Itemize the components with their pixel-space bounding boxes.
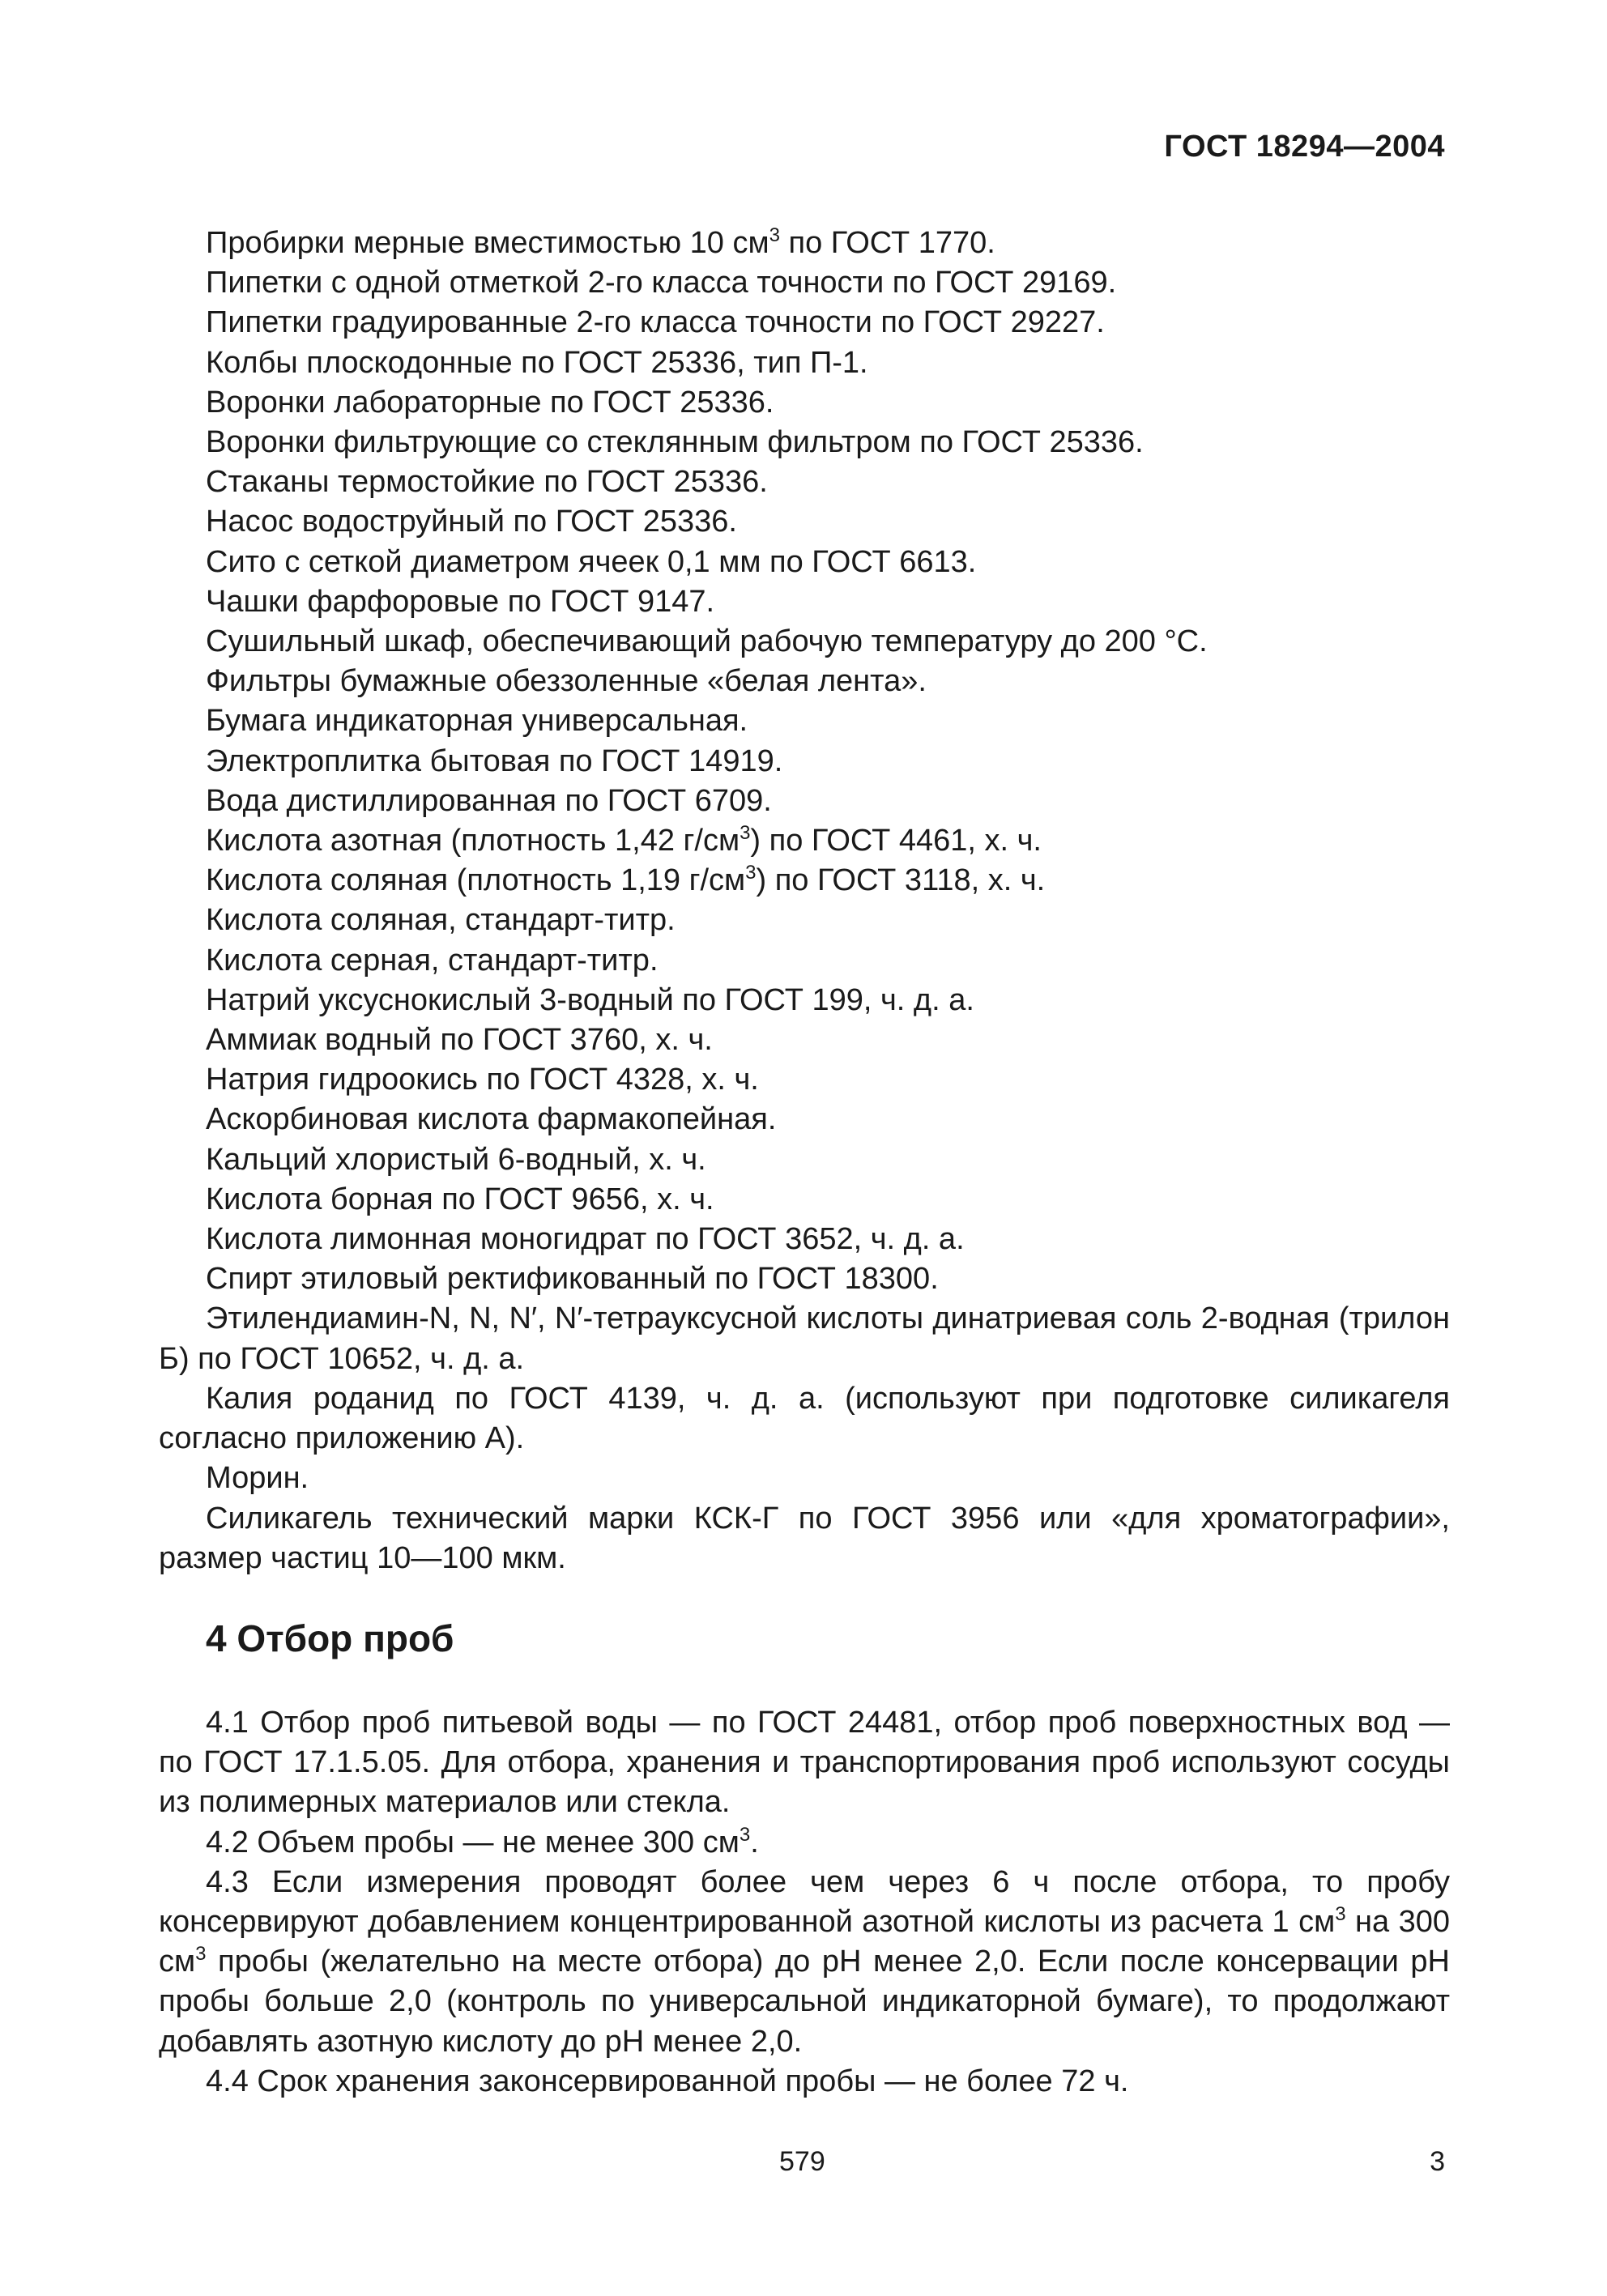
text-run: 4.4 Срок хранения законсервированной пробы — не более 72 ч. [206, 2064, 1129, 2098]
list-item [159, 821, 1450, 861]
text-run: 4.1 Отбор проб питьевой воды — по ГОСТ 24481, отбор проб поверхностных вод — по ГОСТ 17.1.5.05. Для отбора, хранения и транспортирования проб используют сосуды из полимерных материалов или стекла. [159, 1705, 1450, 1820]
list-item [159, 1299, 1450, 1378]
text-run: Аскорбиновая кислота фармакопейная. [206, 1102, 777, 1137]
superscript: 3 [739, 1823, 751, 1846]
list-item [159, 224, 1450, 263]
list-item [159, 1060, 1450, 1100]
superscript: 3 [1335, 1902, 1346, 1925]
text-run: . [750, 1825, 759, 1859]
text-run: Кислота серная, стандарт-титр. [206, 943, 659, 978]
section-4-title: 4 Отбор проб [206, 1617, 454, 1659]
list-item [159, 582, 1450, 622]
text-run: Кальций хлористый 6-водный, х. ч. [206, 1142, 706, 1177]
list-item [159, 782, 1450, 821]
list-item [159, 1020, 1450, 1060]
text-run: Бумага индикаторная универсальная. [206, 704, 748, 739]
list-item [159, 662, 1450, 701]
superscript: 3 [740, 822, 751, 845]
text-run: Электроплитка бытовая по ГОСТ 14919. [206, 743, 783, 778]
text-run: Вода дистиллированная по ГОСТ 6709. [206, 783, 772, 818]
text-run: Воронки лабораторные по ГОСТ 25336. [206, 385, 774, 420]
superscript: 3 [195, 1943, 207, 1966]
text-run: Пробирки мерные вместимостью 10 см [206, 226, 769, 260]
list-item [159, 502, 1450, 542]
text-run: Силикагель технический марки КСК-Г по ГОСТ 3956 или «для хроматографии», размер частиц 10—100 мкм. [159, 1501, 1450, 1575]
page-number-right: 3 [1430, 2146, 1445, 2177]
list-item [159, 1140, 1450, 1180]
text-run: ) по ГОСТ 4461, х. ч. [750, 824, 1042, 858]
text-run: Натрия гидроокись по ГОСТ 4328, х. ч. [206, 1063, 759, 1097]
superscript: 3 [745, 862, 757, 884]
list-item [159, 622, 1450, 662]
list-item [159, 343, 1450, 383]
text-run: Калия роданид по ГОСТ 4139, ч. д. а. (используют при подготовке силикагеля согласно приложению А). [159, 1381, 1450, 1456]
list-item [159, 742, 1450, 782]
list-item [159, 462, 1450, 502]
list-item [159, 861, 1450, 901]
text-run: Насос водоструйный по ГОСТ 25336. [206, 505, 737, 539]
text-run: Аммиак водный по ГОСТ 3760, х. ч. [206, 1023, 713, 1058]
equipment-reagents-list [159, 224, 1450, 1578]
section-paragraph [159, 1703, 1450, 1823]
text-run: Кислота соляная, стандарт-титр. [206, 903, 676, 938]
text-run: 4.3 Если измерения проводят более чем через 6 ч после отбора, то пробу консервируют добавлением концентрированной азотной кислоты из расчета 1 см [159, 1864, 1450, 1939]
list-item [159, 1220, 1450, 1259]
text-run: Кислота азотная (плотность 1,42 г/см [206, 824, 740, 858]
list-item [159, 383, 1450, 423]
list-item [159, 981, 1450, 1020]
text-run: пробы (желательно на месте отбора) до рН менее 2,0. Если после консервации рН пробы больше 2,0 (контроль по универсальной индикаторной бумаге), то продолжают добавлять азотную кислоту до рН менее 2,0. [159, 1945, 1450, 2059]
text-run: Чашки фарфоровые по ГОСТ 9147. [206, 584, 715, 619]
text-run: Кислота борная по ГОСТ 9656, х. ч. [206, 1182, 714, 1216]
list-item [159, 263, 1450, 303]
text-run: Этилендиамин-N, N, N′, N′-тетрауксусной кислоты динатриевая соль 2-водная (трилон Б) по ГОСТ 10652, ч. д. а. [159, 1301, 1450, 1376]
list-item [159, 941, 1450, 981]
text-run: Стаканы термостойкие по ГОСТ 25336. [206, 465, 768, 500]
list-item [159, 423, 1450, 462]
list-item [159, 1259, 1450, 1299]
list-item [159, 1379, 1450, 1459]
text-run: Сушильный шкаф, обеспечивающий рабочую температуру до 200 °С. [206, 624, 1208, 659]
list-item [159, 1180, 1450, 1220]
text-run: Пипетки градуированные 2-го класса точности по ГОСТ 29227. [206, 305, 1105, 340]
text-run: Фильтры бумажные обеззоленные «белая лента». [206, 664, 927, 699]
document-body [159, 224, 1450, 2102]
text-run: на 300 см [159, 1904, 1450, 1979]
section-4-body [159, 1703, 1450, 2102]
text-run: ) по ГОСТ 3118, х. ч. [756, 863, 1046, 898]
text-run: 4.2 Объем пробы — не менее 300 см [206, 1825, 740, 1859]
section-paragraph [159, 2062, 1450, 2102]
list-item [159, 901, 1450, 940]
text-run: Колбы плоскодонные по ГОСТ 25336, тип П-1. [206, 345, 868, 380]
text-run: Кислота лимонная моногидрат по ГОСТ 3652, ч. д. а. [206, 1222, 965, 1257]
text-run: Натрий уксуснокислый 3-водный по ГОСТ 199, ч. д. а. [206, 982, 974, 1017]
text-run: Сито с сеткой диаметром ячеек 0,1 мм по ГОСТ 6613. [206, 544, 977, 579]
list-item [159, 701, 1450, 741]
text-run: по ГОСТ 1770. [779, 226, 995, 260]
document-code-header: ГОСТ 18294—2004 [1164, 130, 1445, 164]
text-run: Спирт этиловый ректификованный по ГОСТ 18300. [206, 1262, 939, 1297]
text-run: Воронки фильтрующие со стеклянным фильтром по ГОСТ 25336. [206, 425, 1144, 460]
list-item [159, 1459, 1450, 1498]
page-number-center: 579 [779, 2146, 825, 2177]
section-paragraph [159, 1823, 1450, 1863]
superscript: 3 [769, 224, 780, 246]
text-run: Кислота соляная (плотность 1,19 г/см [206, 863, 746, 898]
section-paragraph [159, 1863, 1450, 2062]
text-run: Пипетки с одной отметкой 2-го класса точности по ГОСТ 29169. [206, 266, 1117, 300]
list-item [159, 303, 1450, 343]
text-run: Морин. [206, 1461, 309, 1496]
list-item [159, 1100, 1450, 1139]
list-item [159, 543, 1450, 582]
list-item [159, 1499, 1450, 1578]
